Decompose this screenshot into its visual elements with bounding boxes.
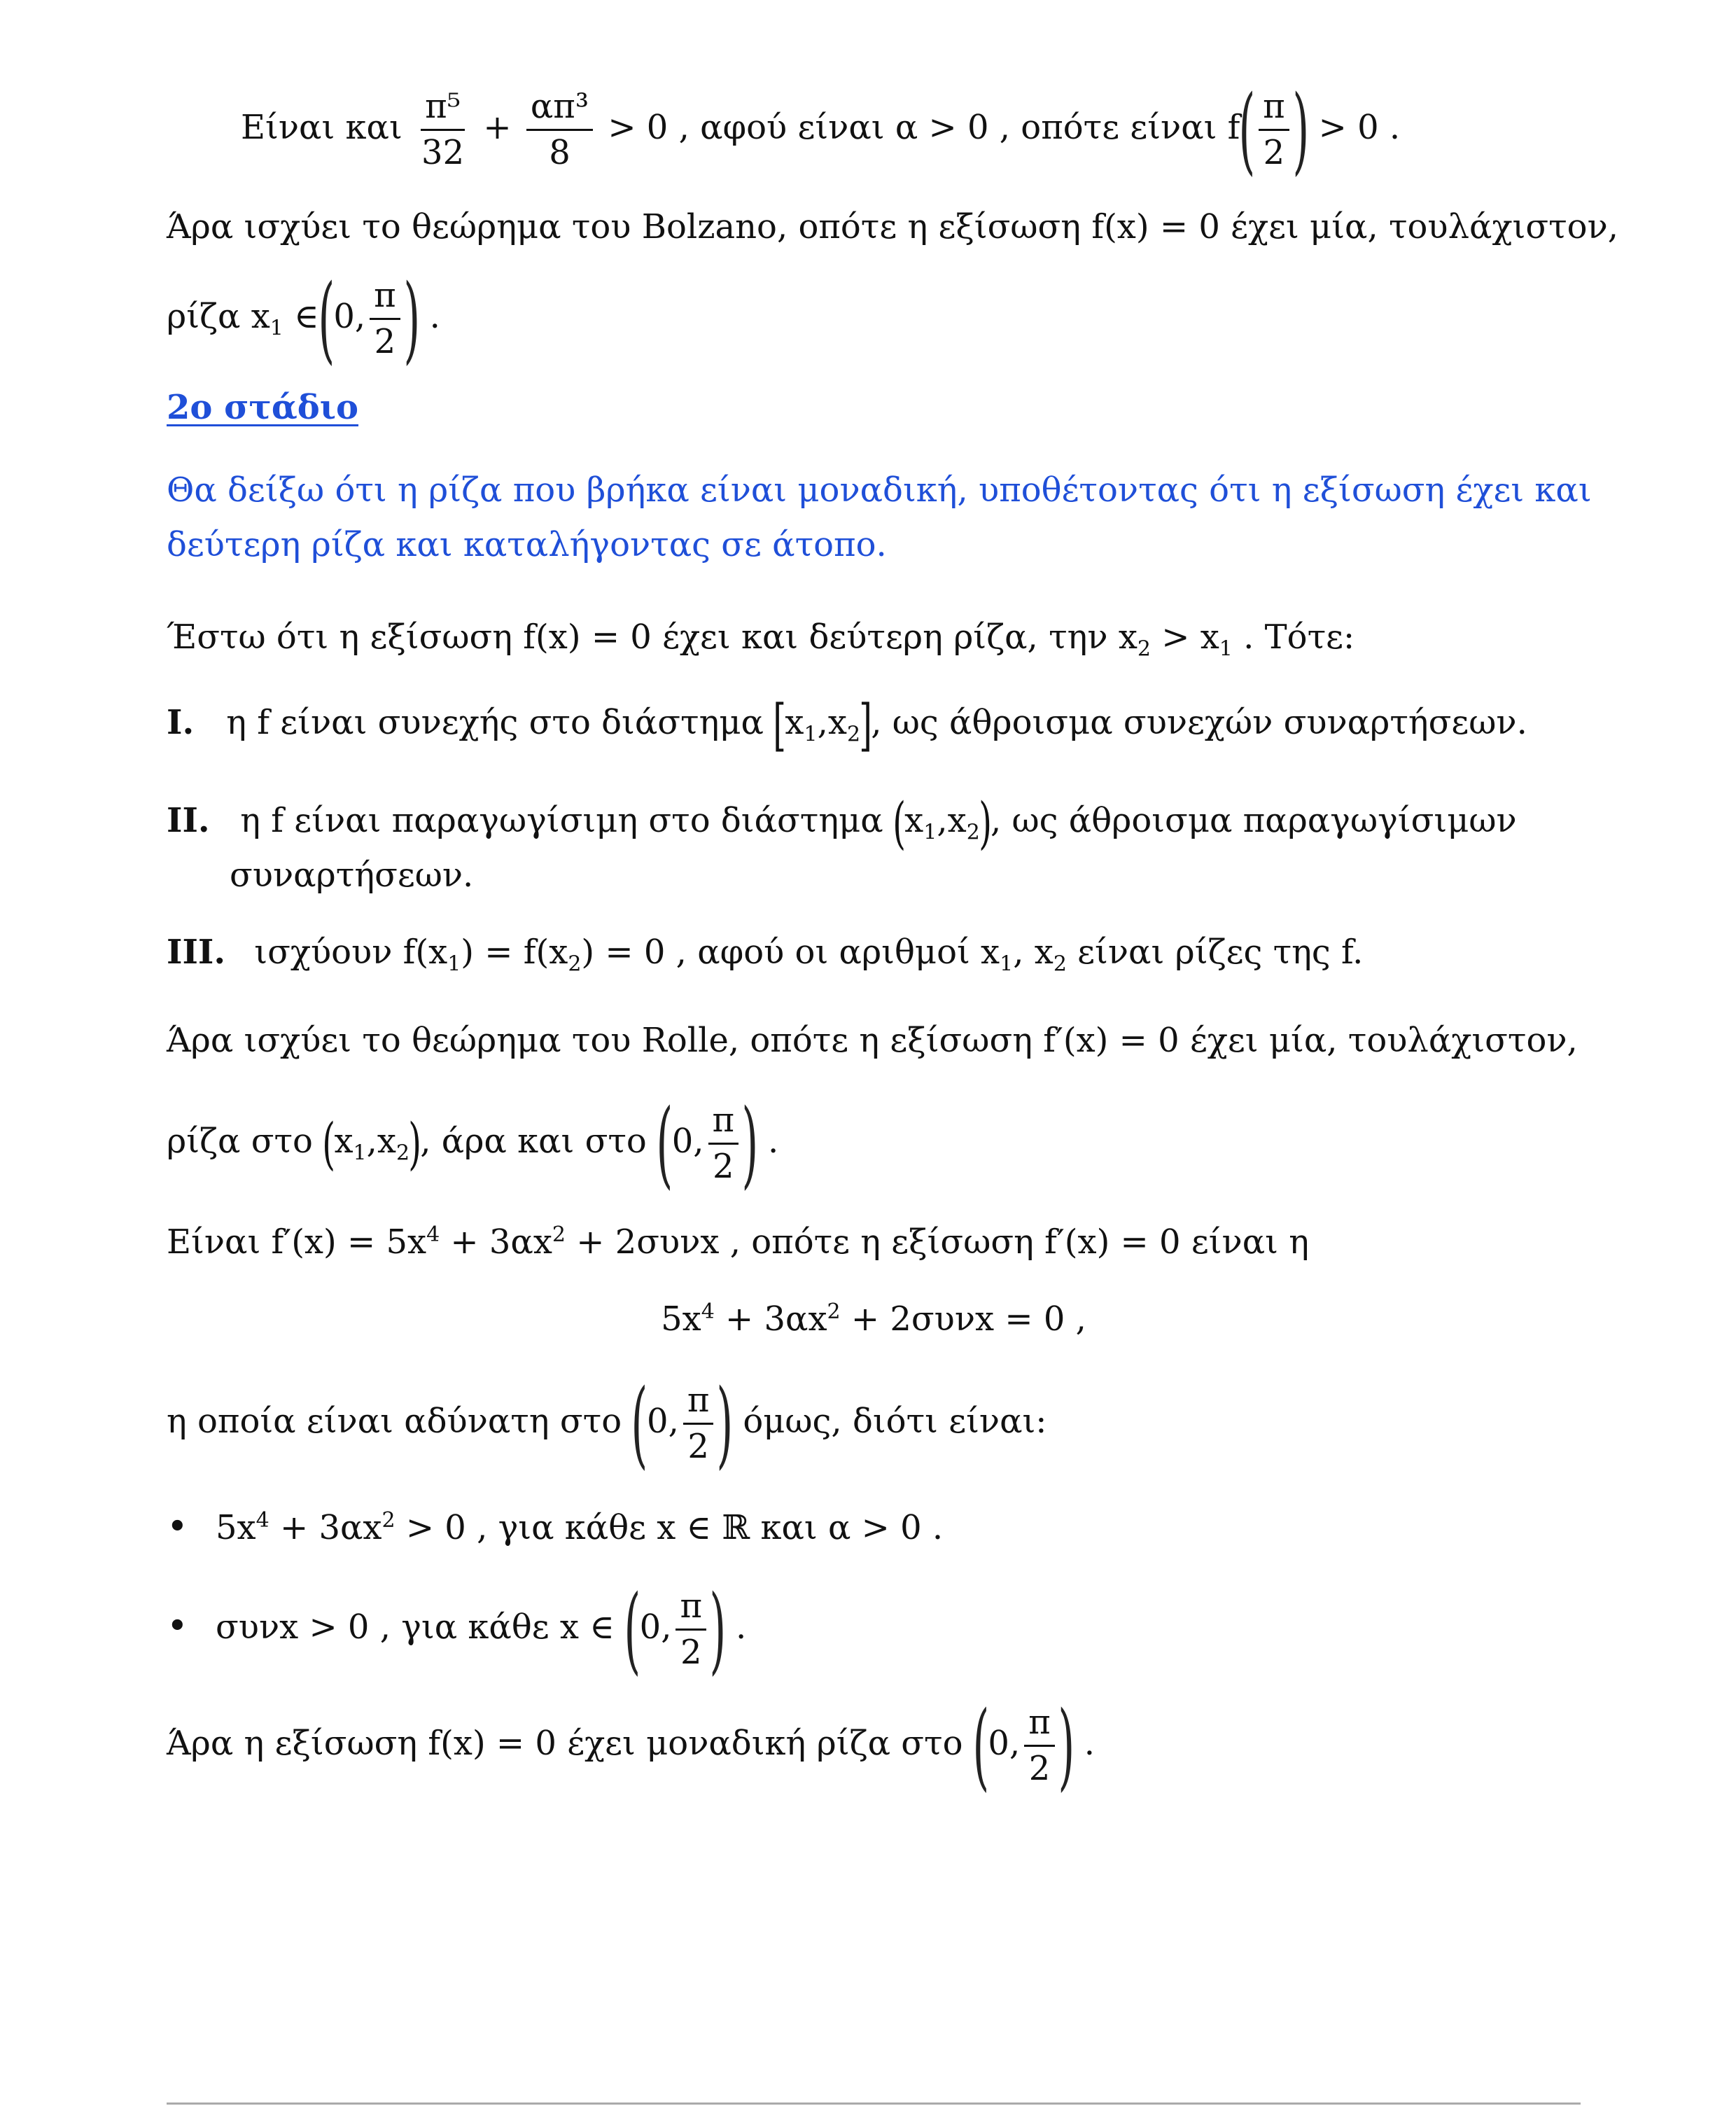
denominator: 2 [687, 1427, 709, 1466]
exponent: 4 [426, 1222, 440, 1247]
fraction [1024, 1703, 1055, 1788]
bullet-item [167, 1575, 1581, 1685]
numerator: π [676, 1587, 706, 1631]
text: 5x [661, 1299, 701, 1339]
intro-line-1: Θα δείξω ότι η ρίζα που βρήκα είναι μοναδική, υποθέτοντας ότι η εξίσωση έχει και [167, 470, 1592, 510]
right-paren: ) [741, 1089, 759, 1199]
subscript: 2 [1053, 951, 1067, 977]
footer-rule [167, 2102, 1581, 2105]
text: x [827, 703, 847, 742]
text: 5x [216, 1508, 256, 1547]
left-paren: ( [322, 1110, 336, 1176]
fraction [683, 1381, 714, 1466]
subscript: 2 [966, 820, 980, 845]
text: x [904, 801, 924, 840]
denominator: 2 [1028, 1749, 1051, 1788]
text: + 2συνx = 0 , [840, 1299, 1086, 1339]
numerator: π [1259, 88, 1289, 131]
section-heading: 2ο στάδιο [167, 388, 359, 427]
left-paren: ( [318, 264, 335, 374]
numerator: π⁵ [421, 88, 465, 131]
right-paren: ) [1292, 75, 1309, 185]
text: > 0 , αφού είναι α > 0 , οπότε είναι f [608, 108, 1240, 147]
text: , ως άθροισμα συνεχών συναρτήσεων. [871, 703, 1527, 742]
subscript: 2 [568, 951, 582, 977]
numerator: π [708, 1101, 739, 1145]
text: η οποία είναι αδύνατη στο [167, 1402, 622, 1441]
denominator: 2 [713, 1147, 734, 1186]
right-paren: ) [403, 264, 420, 374]
text: + 3αx [269, 1508, 382, 1547]
text: x [947, 801, 967, 840]
derivative-line [167, 1206, 1581, 1271]
list-item: II. η f είναι παραγωγίσιμη στο διάστημα $(x_1,x_2)$, ως άθροισμα παραγωγίσιμων [167, 790, 1517, 856]
fraction [676, 1587, 706, 1672]
item-label: I. [167, 703, 195, 742]
exponent: 2 [382, 1508, 396, 1533]
fraction [417, 88, 468, 172]
text: + 2συνx , οπότε η εξίσωση f′(x) = 0 είναι η [566, 1222, 1309, 1262]
denominator: 2 [374, 322, 396, 361]
plus-sign: + [483, 108, 512, 147]
numerator: απ³ [526, 88, 593, 131]
text: 0, [639, 1608, 672, 1647]
text: . Τότε: [1232, 618, 1355, 657]
bullet-item [167, 1491, 1581, 1557]
denominator: 8 [549, 133, 570, 172]
text: Έστω ότι η εξίσωση f(x) = 0 έχει και δεύτερη ρίζα, την x [167, 618, 1138, 657]
exponent: 4 [255, 1508, 270, 1533]
text: x [377, 1122, 396, 1161]
text: + 3αx [714, 1299, 827, 1339]
text: Είναι και [241, 108, 402, 147]
intro-line-2: δεύτερη ρίζα και καταλήγοντας σε άτοπο. [167, 525, 887, 564]
text: Άρα η εξίσωση f(x) = 0 έχει μοναδική ρίζα στο [167, 1724, 963, 1763]
text: η f είναι συνεχής στο διάστημα [226, 703, 764, 742]
denominator: 32 [421, 133, 465, 172]
exponent: 2 [827, 1299, 841, 1324]
numerator: π [1024, 1703, 1055, 1747]
list-item: I. η f είναι συνεχής στο διάστημα $[x_1,x_2]$, ως άθροισμα συνεχών συναρτήσεων. [167, 692, 1527, 758]
conclusion-line [167, 1691, 1581, 1801]
bolzano-line-1: Άρα ισχύει το θεώρημα του Bolzano, οπότε η εξίσωση f(x) = 0 έχει μία, τουλάχιστον, [167, 207, 1619, 246]
left-paren: ( [972, 1691, 989, 1801]
left-paren: ( [624, 1575, 641, 1685]
left-paren: ( [892, 790, 906, 856]
left-paren: ( [631, 1369, 648, 1479]
item-label: III. [167, 933, 226, 972]
text: όμως, διότι είναι: [743, 1402, 1047, 1441]
inequality-line [241, 75, 1571, 185]
text: , x [1013, 933, 1054, 972]
subscript: 1 [923, 820, 937, 845]
impossible-line [167, 1369, 1581, 1479]
text: . [768, 1122, 779, 1161]
text: 0, [671, 1122, 704, 1161]
text: , άρα και στο [420, 1122, 647, 1161]
list-item-continuation: συναρτήσεων. [230, 856, 474, 895]
text: x [334, 1122, 354, 1161]
text: ρίζα στο [167, 1122, 313, 1161]
fraction [370, 277, 400, 361]
fraction [1259, 88, 1289, 172]
text: ρίζα x [167, 297, 270, 336]
text: + 3αx [440, 1222, 552, 1262]
denominator: 2 [1263, 133, 1285, 172]
list-item [167, 923, 1581, 994]
fraction [708, 1101, 739, 1186]
text: ) = f(x [461, 933, 568, 972]
text: . [735, 1608, 747, 1647]
right-paren: ) [709, 1575, 727, 1685]
text: x [785, 703, 804, 742]
text: ) = 0 , αφού οι αριθμοί x [581, 933, 1000, 972]
subscript: 2 [846, 722, 861, 747]
text: 0, [988, 1724, 1021, 1763]
subscript: 2 [1137, 636, 1151, 662]
subscript: 1 [1219, 636, 1233, 662]
right-paren: ) [716, 1369, 734, 1479]
text: συνx > 0 , για κάθε x ∈ [216, 1608, 615, 1647]
text: η f είναι παραγωγίσιμη στο διάστημα [240, 801, 883, 840]
text: > 0 . [1318, 108, 1401, 147]
left-bracket: [ [773, 692, 787, 758]
suppose-line [167, 608, 1581, 679]
text: . [1084, 1724, 1095, 1763]
text: 0, [647, 1402, 679, 1441]
text: > x [1150, 618, 1219, 657]
exponent: 2 [552, 1222, 566, 1247]
fraction [526, 88, 593, 172]
numerator: π [683, 1381, 714, 1425]
text: είναι ρίζες της f. [1066, 933, 1364, 972]
right-paren: ) [979, 790, 992, 856]
centered-equation [167, 1283, 1581, 1348]
right-bracket: ] [859, 692, 873, 758]
left-paren: ( [1238, 75, 1256, 185]
text: ισχύουν f(x [254, 933, 448, 972]
rolle-line-2: ρίζα στο $(x_1,x_2)$, άρα και στο (0, $\frac{\pi}{2}$ ) . [167, 1089, 779, 1199]
subscript: 1 [353, 1141, 367, 1166]
text: . [429, 297, 440, 336]
left-paren: ( [656, 1089, 673, 1199]
numerator: π [370, 277, 400, 320]
rolle-line-1: Άρα ισχύει το θεώρημα του Rolle, οπότε η εξίσωση f′(x) = 0 έχει μία, τουλάχιστον, [167, 1021, 1578, 1060]
right-paren: ) [408, 1110, 422, 1176]
item-label: II. [167, 801, 210, 840]
exponent: 4 [701, 1299, 715, 1324]
subscript: 1 [804, 722, 818, 747]
subscript: 2 [396, 1141, 410, 1166]
text: Είναι f′(x) = 5x [167, 1222, 427, 1262]
subscript: 1 [1000, 951, 1014, 977]
text: > 0 , για κάθε x ∈ ℝ και α > 0 . [395, 1508, 944, 1547]
text: , ως άθροισμα παραγωγίσιμων [990, 801, 1517, 840]
subscript: 1 [270, 316, 284, 341]
bolzano-line-2 [167, 264, 1581, 374]
bullet-icon: • [167, 1506, 188, 1548]
element-of-symbol: ∈ [294, 297, 319, 336]
subscript: 1 [447, 951, 461, 977]
bullet-icon: • [167, 1605, 188, 1647]
text: 0, [333, 297, 366, 336]
denominator: 2 [680, 1633, 702, 1672]
right-paren: ) [1058, 1691, 1074, 1801]
